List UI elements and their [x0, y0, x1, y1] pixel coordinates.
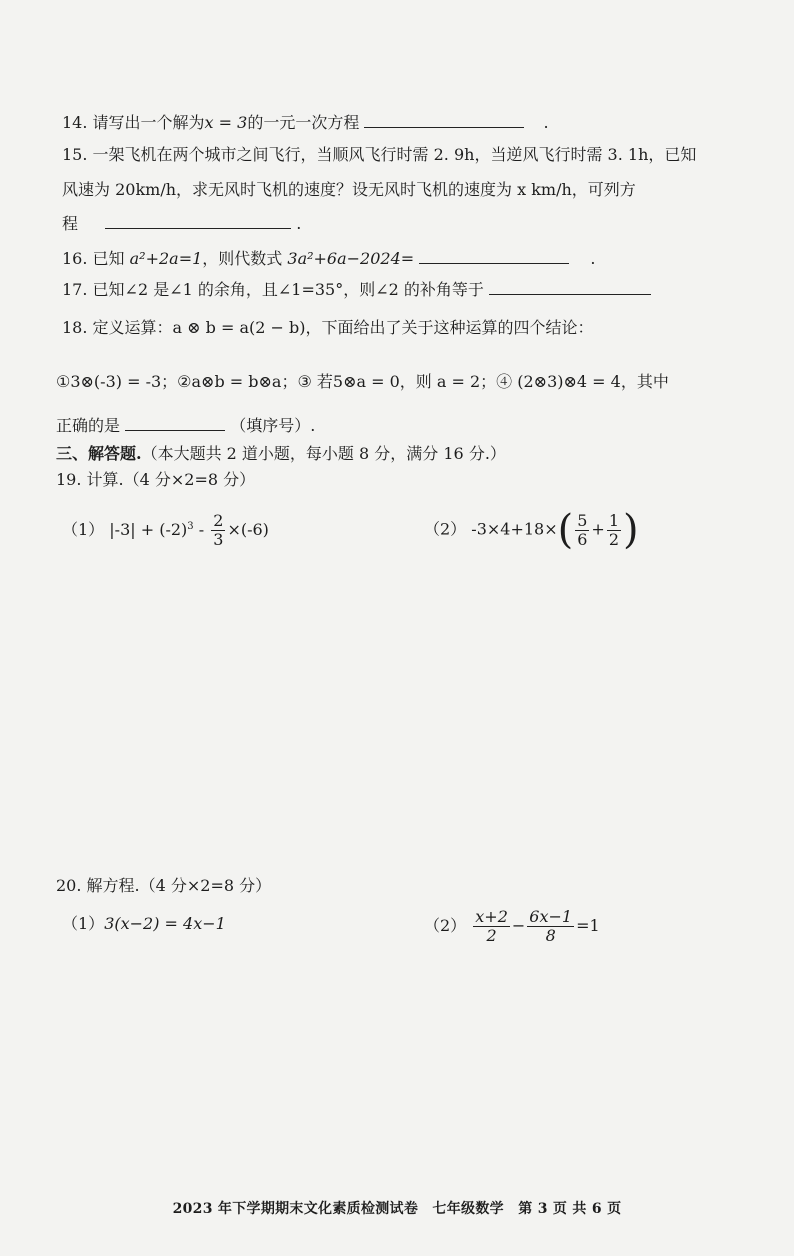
q20-p2-fraction-1 [473, 908, 510, 945]
q19-p2-f1-den: 6 [577, 529, 588, 549]
question-20-part-2 [424, 908, 600, 945]
q17-answer-blank[interactable] [489, 280, 651, 295]
section-3-heading [56, 444, 506, 464]
question-15-line-2: 风速为 20km/h，求无风时飞机的速度？设无风时飞机的速度为 x km/h，可列方 [62, 180, 636, 199]
question-19-title: 19. 计算.（4 分×2=8 分） [56, 470, 256, 489]
question-20-title: 20. 解方程.（4 分×2=8 分） [56, 876, 272, 895]
section-3-title: 三、解答题. [56, 444, 142, 463]
q20-p2-f2-den: 8 [545, 926, 556, 945]
q18-line3-post: （填序号）. [230, 416, 316, 435]
q16-mid: ，则代数式 [202, 249, 288, 268]
q19-p1-expr-c: ×(-6) [227, 520, 269, 539]
q19-p2-fraction-1 [575, 512, 589, 549]
question-19-part-2 [424, 507, 639, 553]
q19-p1-expr-b: - [193, 520, 210, 539]
q18-answer-blank[interactable] [125, 416, 225, 431]
q20-p2-fraction-2 [527, 908, 574, 945]
q20-p2-f1-num: x+2 [475, 907, 508, 926]
q16-pre: 16. 已知 [62, 249, 130, 268]
q16-answer-blank[interactable] [419, 249, 569, 264]
q16-end: . [590, 249, 596, 268]
q20-p2-label: （2） [424, 916, 467, 935]
q15-line3: 程 [62, 214, 79, 233]
q19-p1-fraction [211, 512, 225, 549]
q19-p2-f2-den: 2 [608, 529, 620, 549]
q20-p2-f2-num: 6x−1 [529, 907, 573, 926]
q20-p1-label: （1） [62, 914, 105, 933]
question-16 [62, 249, 595, 269]
q14-answer-blank[interactable] [364, 113, 524, 128]
q17-text: 17. 已知∠2 是∠1 的余角，且∠1=35°，则∠2 的补角等于 [62, 280, 484, 299]
q19-p2-plus: + [591, 519, 605, 539]
q14-end: . [543, 113, 549, 132]
page-footer: 2023 年下学期期末文化素质检测试卷 七年级数学 第 3 页 共 6 页 [172, 1201, 622, 1217]
q19-p2-f2-num: 1 [608, 510, 620, 530]
q19-p2-right-paren: ) [623, 507, 639, 553]
q19-p1-frac-num: 2 [213, 511, 224, 530]
q16-given: a²+2a=1 [129, 249, 203, 268]
q14-tail: 的一元一次方程 [247, 113, 360, 132]
q20-p1-equation: 3(x−2) = 4x−1 [104, 914, 226, 933]
q20-p2-minus: − [511, 916, 526, 935]
q19-p2-left-paren: ( [557, 507, 574, 553]
q16-expression: 3a²+6a−2024= [287, 249, 415, 268]
question-18-line-2: ①3⊗(-3) = -3；②a⊗b = b⊗a；③ 若5⊗a = 0，则 a = 2；④ (2⊗3)⊗4 = 4，其中 [56, 372, 669, 391]
question-18-line-1: 18. 定义运算：a ⊗ b = a(2 − b)，下面给出了关于这种运算的四个结论： [62, 318, 594, 337]
question-17 [62, 280, 651, 300]
q14-text: 14. 请写出一个解为 [62, 113, 205, 132]
q19-p2-f1-num: 5 [577, 510, 588, 530]
question-15-line-1: 15. 一架飞机在两个城市之间飞行，当顺风飞行时需 2. 9h，当逆风飞行时需 3. 1h，已知 [62, 145, 697, 164]
q19-p1-label: （1） [62, 520, 105, 539]
question-18-line-3 [56, 416, 315, 436]
question-14 [62, 113, 549, 133]
q15-end: . [296, 214, 302, 233]
q20-p2-f1-den: 2 [486, 926, 497, 945]
question-19-part-1 [62, 512, 269, 549]
question-15-line-3 [62, 214, 301, 234]
q15-answer-blank[interactable] [105, 214, 291, 229]
q19-p2-expr-a: -3×4+18× [471, 519, 558, 539]
q19-p2-label: （2） [424, 519, 467, 539]
q19-p1-frac-den: 3 [213, 530, 224, 549]
q19-p1-exponent: 3 [187, 521, 194, 532]
q14-equation: x = 3 [204, 113, 248, 132]
q18-line3-pre: 正确的是 [56, 416, 121, 435]
q19-p2-fraction-2 [607, 512, 621, 549]
question-20-part-1 [62, 914, 226, 934]
q20-p2-rhs: =1 [576, 916, 600, 935]
q19-p1-expr-a: |-3| + (-2) [109, 520, 188, 539]
section-3-desc: （本大题共 2 道小题，每小题 8 分，满分 16 分.） [141, 444, 506, 463]
